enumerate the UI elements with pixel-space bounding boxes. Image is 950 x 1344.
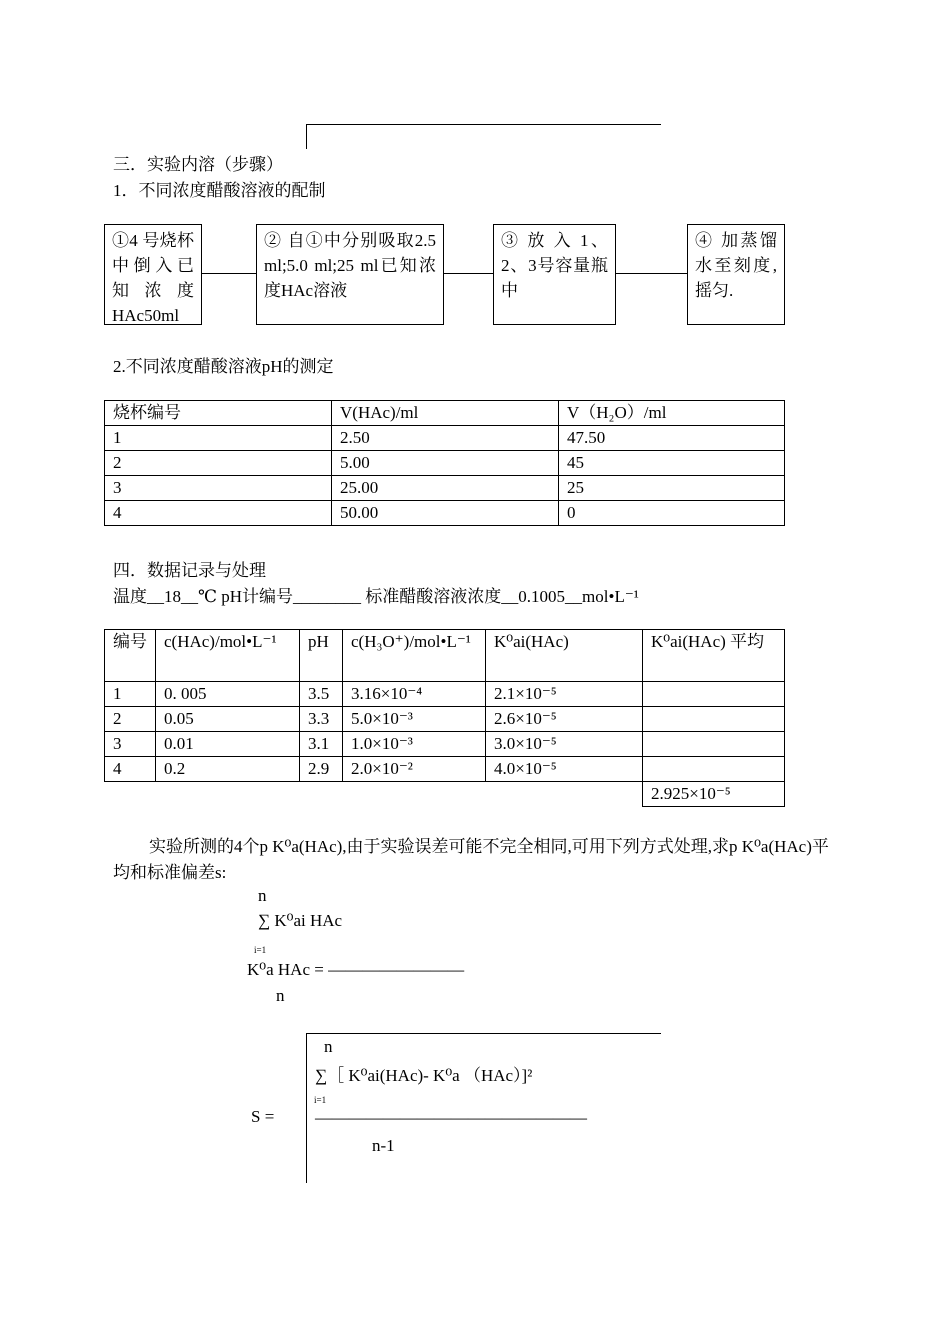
- formula2-lhs: S =: [251, 1107, 275, 1126]
- measurement-conditions: 温度__18__℃ pH计编号________ 标准醋酸溶液浓度__0.1005__mol•L⁻¹: [113, 587, 639, 606]
- section4-heading: 四．数据记录与处理: [113, 561, 266, 580]
- formula2-denominator: n-1: [372, 1136, 395, 1155]
- table-row: [105, 757, 785, 782]
- table-cell: 2.9: [300, 757, 343, 782]
- average-cell: 2.925×10⁻⁵: [643, 782, 785, 807]
- table-cell: 25.00: [332, 476, 559, 501]
- table-cell: 1.0×10⁻³: [343, 732, 486, 757]
- table-row: [105, 426, 785, 451]
- table-cell: [643, 757, 785, 782]
- table-row: [105, 707, 785, 732]
- section3-sub1: 1．不同浓度醋酸溶液的配制: [113, 181, 326, 200]
- table-cell: 47.50: [559, 426, 785, 451]
- step-1-box: [104, 224, 202, 325]
- table-cell: 1: [105, 426, 332, 451]
- formula1-index: i=1: [254, 945, 267, 955]
- table-cell: 4.0×10⁻⁵: [486, 757, 643, 782]
- table-row: [105, 732, 785, 757]
- step-3-text: ③ 放 入 1、2、3号容量瓶中: [501, 231, 608, 300]
- root-overline: [306, 1033, 661, 1034]
- formula2-sum: ∑［ K⁰ai(HAc)- K⁰a （HAc）]²: [315, 1066, 533, 1085]
- formula2-dashes: ————————————————: [315, 1108, 587, 1127]
- dilution-table: [104, 400, 785, 526]
- table-cell: 3.16×10⁻⁴: [343, 682, 486, 707]
- step-connector-1: [202, 273, 256, 274]
- table-row: [105, 476, 785, 501]
- table-row: [105, 451, 785, 476]
- formula1-lhs: K⁰a HAc = ————————: [247, 960, 465, 979]
- table-header: 编号: [105, 630, 156, 682]
- data-table: [104, 629, 785, 807]
- table-cell: 0.01: [156, 732, 300, 757]
- formula2-n-top: n: [324, 1037, 333, 1056]
- root-bar: [306, 1033, 307, 1183]
- formula1-n-bottom: n: [276, 986, 285, 1005]
- table-cell: 4: [105, 757, 156, 782]
- step-connector-2: [444, 273, 493, 274]
- table-header: 烧杯编号: [105, 401, 332, 426]
- table-cell: [643, 707, 785, 732]
- step-2-box: [256, 224, 444, 325]
- table-cell: 2.50: [332, 426, 559, 451]
- table-row: [105, 501, 785, 526]
- table-header: K⁰ai(HAc): [486, 630, 643, 682]
- table-cell: 2: [105, 451, 332, 476]
- table-cell: 25: [559, 476, 785, 501]
- formula1-n-top: n: [258, 886, 267, 905]
- table-cell: 50.00: [332, 501, 559, 526]
- table-cell: 45: [559, 451, 785, 476]
- table-cell: 2.0×10⁻²: [343, 757, 486, 782]
- table-header: K⁰ai(HAc) 平均: [643, 630, 785, 682]
- table-cell: [643, 732, 785, 757]
- table-header-row: [105, 630, 785, 682]
- table-header: pH: [300, 630, 343, 682]
- step-4-text: ④ 加蒸馏水至刻度,摇匀.: [695, 231, 777, 300]
- table-row: [105, 682, 785, 707]
- table-header: c(HAc)/mol•L⁻¹: [156, 630, 300, 682]
- table-header: V（H₂O）/ml: [559, 401, 785, 426]
- processing-paragraph: 实验所测的4个p K⁰a(HAc),由于实验误差可能不完全相同,可用下列方式处理,求p K⁰a(HAc)平均和标准偏差s:: [113, 837, 829, 882]
- table-header: V(HAc)/ml: [332, 401, 559, 426]
- table-cell: 0: [559, 501, 785, 526]
- section3-heading: 三．实验内溶（步骤）: [113, 155, 283, 174]
- section3-sub2: 2.不同浓度醋酸溶液pH的测定: [113, 357, 334, 376]
- table-cell: 3.5: [300, 682, 343, 707]
- top-rule: [306, 124, 661, 125]
- table-header: c(H₃O⁺)/mol•L⁻¹: [343, 630, 486, 682]
- table-header-row: [105, 401, 785, 426]
- table-cell: 2.6×10⁻⁵: [486, 707, 643, 732]
- top-rule-tick: [306, 124, 307, 149]
- step-connector-3: [616, 273, 687, 274]
- table-cell: 2.1×10⁻⁵: [486, 682, 643, 707]
- table-average-row: [105, 782, 785, 807]
- step-3-box: [493, 224, 616, 325]
- table-cell: 3: [105, 732, 156, 757]
- formula1-sum: ∑ K⁰ai HAc: [258, 911, 343, 930]
- table-cell: 3.0×10⁻⁵: [486, 732, 643, 757]
- step-4-box: [687, 224, 785, 325]
- table-cell: 0. 005: [156, 682, 300, 707]
- table-cell: 0.05: [156, 707, 300, 732]
- step-2-text: ② 自①中分别吸取2.5 ml;5.0 ml;25 ml已知浓度HAc溶液: [264, 231, 436, 300]
- table-cell: 3.3: [300, 707, 343, 732]
- table-cell: 5.0×10⁻³: [343, 707, 486, 732]
- formula2-index: i=1: [314, 1095, 327, 1105]
- table-cell: [643, 682, 785, 707]
- table-cell: 0.2: [156, 757, 300, 782]
- table-cell: 4: [105, 501, 332, 526]
- table-cell: 3.1: [300, 732, 343, 757]
- table-cell: 1: [105, 682, 156, 707]
- table-cell: 2: [105, 707, 156, 732]
- table-blank: [105, 782, 643, 807]
- table-cell: 3: [105, 476, 332, 501]
- table-cell: 5.00: [332, 451, 559, 476]
- step-1-text: ①4 号烧杯中倒入已知浓度HAc50ml: [112, 231, 194, 325]
